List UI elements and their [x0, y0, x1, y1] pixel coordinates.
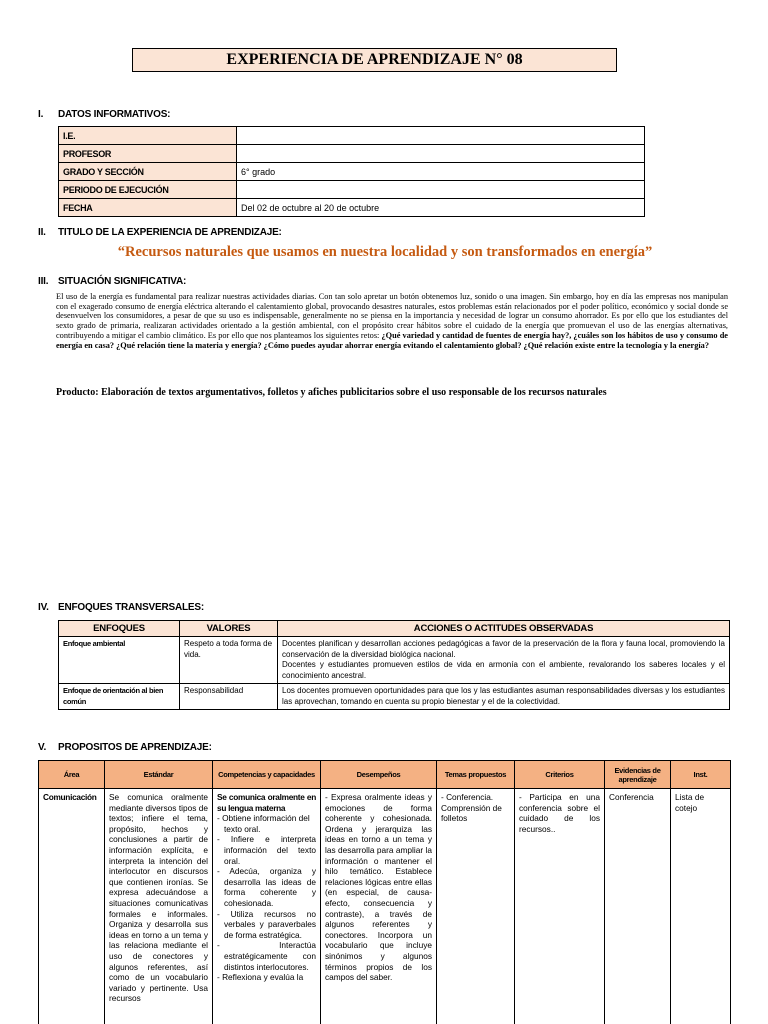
accion-cell: Los docentes promueven oportunidades para que los y las estudiantes asuman responsabilidades diversas y los estudiantes las aprovechan, tomando en cuenta su propio bienestar y el de la colectividad. [278, 684, 730, 710]
header-instrumento: Inst. [671, 761, 731, 789]
table-row [59, 199, 645, 217]
area-cell: Comunicación [39, 789, 105, 1024]
datos-value [237, 181, 645, 199]
capacidad-item: - Infiere e interpreta información del texto oral. [217, 834, 316, 866]
temas-cell: - Conferencia. Comprensión de folletos [437, 789, 515, 1024]
header-desempenos: Desempeños [321, 761, 437, 789]
datos-value: Del 02 de octubre al 20 de octubre [237, 199, 645, 217]
table-header-row [59, 621, 730, 637]
header-acciones: ACCIONES O ACTITUDES OBSERVADAS [278, 621, 730, 637]
situacion-paragraph: El uso de la energía es fundamental para realizar nuestras actividades diarias. Con tan solo apretar un botón obtenemos luz, sonido o una imagen. Sin embargo, hoy en día las empresas nos manipulan con el exagerado consumo de energía eléctrica alterando el calentamiento global, provocando desastres naturales, estos problemas están relacionados por el poder político, económico y social donde se desenvuelven los consumidores, a pesar de que su uso es indispensable, generalmente no se piensa en la importancia y necesidad de lograr un consumo ahorrador. Es por ello que los estudiantes del sexto grado de primaria, realizaran actividades orientado a la gestión ambiental, con el propósito crear hábitos sobre el cuidado de la energía que promuevan el uso de las energías alternativas, contribuyendo a mitigar el cambio climático. Es por ello que nos planteamos los siguientes retos: ¿Qué variedad y cantidad de fuentes de energía hay?, ¿cuáles son los hábitos de uso y consumo de energía en casa? ¿Qué relación tiene la materia y energía? ¿Cómo puedes ayudar ahorrar energía evitando el calentamiento global? ¿Qué relación existe entre la tecnología y la energía? [56, 292, 728, 350]
table-row [39, 789, 731, 1024]
estandar-cell: Se comunica oralmente mediante diversos tipos de textos; infiere el tema, propósito, hechos y conclusiones a partir de información explícita, e interpreta la intención del interlocutor en discursos que contienen ironías. Se expresa adecuándose a situaciones comunicativas formales e informales. Organiza y desarrolla sus ideas en torno a un tema y las relaciona mediante el uso de conectores y algunos referentes, así como de un vocabulario variado y pertinente. Usa recursos [105, 789, 213, 1024]
datos-informativos-table [58, 126, 645, 217]
capacidad-item: - Interactúa estratégicamente con distintos interlocutores. [217, 940, 316, 972]
table-row [59, 127, 645, 145]
section-heading-titulo: II. TITULO DE LA EXPERIENCIA DE APRENDIZAJE: [38, 227, 282, 238]
header-estandar: Estándar [105, 761, 213, 789]
table-row [59, 181, 645, 199]
table-row [59, 145, 645, 163]
retos-text: ¿Qué variedad y cantidad de fuentes de energía hay?, ¿cuáles son los hábitos de uso y consumo de energía en casa? ¿Qué relación tiene la materia y energía? ¿Cómo puedes ayudar ahorrar energía evitando el calentamiento global? ¿Qué relación existe entre la tecnología y la energía? [56, 330, 728, 350]
header-enfoques: ENFOQUES [59, 621, 180, 637]
header-area: Área [39, 761, 105, 789]
competencias-cell [213, 789, 321, 1024]
header-criterios: Criterios [515, 761, 605, 789]
table-row [59, 637, 730, 684]
capacidad-item: - Adecúa, organiza y desarrolla las ideas de forma coherente y cohesionada. [217, 866, 316, 908]
enfoques-table [58, 620, 730, 710]
datos-value [237, 127, 645, 145]
accion-cell: Docentes planifican y desarrollan acciones pedagógicas a favor de la preservación de la flora y fauna local, promoviendo la conservación de la diversidad biológica nacional. Docentes y estudiantes promueven estilos de vida en armonía con el ambiente, revalorando los saberes locales y el conocimiento ancestral. [278, 637, 730, 684]
header-evidencias: Evidencias de aprendizaje [605, 761, 671, 789]
enfoque-cell: Enfoque de orientación al bien común [59, 684, 180, 710]
document-title: EXPERIENCIA DE APRENDIZAJE N° 08 [132, 48, 617, 72]
competencia-title: Se comunica oralmente en su lengua materna [217, 792, 316, 813]
datos-value [237, 145, 645, 163]
instrumento-cell: Lista de cotejo [671, 789, 731, 1024]
valor-cell: Respeto a toda forma de vida. [180, 637, 278, 684]
desempeno-cell: - Expresa oralmente ideas y emociones de forma coherente y cohesionada. Ordena y jerarquiza las ideas en torno a un tema y las desarrolla para ampliar la información o mantener el hilo temático. Establece relaciones lógicas entre ellas (en especial, de causa-efecto, consecuencia y contraste), a través de algunos referentes y conectores. Incorpora un vocabulario que incluye sinónimos y algunos términos propios de los campos del saber. [321, 789, 437, 1024]
datos-label: FECHA [59, 199, 237, 217]
propositos-table [38, 760, 731, 1024]
section-heading-enfoques: IV. ENFOQUES TRANSVERSALES: [38, 602, 204, 613]
experience-title: “Recursos naturales que usamos en nuestra localidad y son transformados en energía” [117, 244, 653, 260]
section-heading-datos: I. DATOS INFORMATIVOS: [38, 109, 171, 120]
datos-label: PROFESOR [59, 145, 237, 163]
evidencia-cell: Conferencia [605, 789, 671, 1024]
criterio-cell: - Participa en una conferencia sobre el cuidado de los recursos.. [515, 789, 605, 1024]
datos-label: PERIODO DE EJECUCIÓN [59, 181, 237, 199]
section-heading-situacion: III. SITUACIÓN SIGNIFICATIVA: [38, 276, 187, 287]
section-heading-propositos: V. PROPOSITOS DE APRENDIZAJE: [38, 742, 212, 753]
enfoque-cell: Enfoque ambiental [59, 637, 180, 684]
valor-cell: Responsabilidad [180, 684, 278, 710]
datos-label: GRADO Y SECCIÓN [59, 163, 237, 181]
producto-text: Producto: Elaboración de textos argumentativos, folletos y afiches publicitarios sobre el uso responsable de los recursos naturales [56, 387, 607, 398]
header-temas: Temas propuestos [437, 761, 515, 789]
header-valores: VALORES [180, 621, 278, 637]
capacidad-item: - Obtiene información del texto oral. [217, 813, 310, 834]
table-row [59, 163, 645, 181]
capacidad-item: - Reflexiona y evalúa la [217, 972, 304, 983]
header-competencias: Competencias y capacidades [213, 761, 321, 789]
datos-label: I.E. [59, 127, 237, 145]
capacidad-item: - Utiliza recursos no verbales y paraverbales de forma estratégica. [217, 908, 316, 940]
table-row [59, 684, 730, 710]
datos-value: 6° grado [237, 163, 645, 181]
table-header-row [39, 761, 731, 789]
